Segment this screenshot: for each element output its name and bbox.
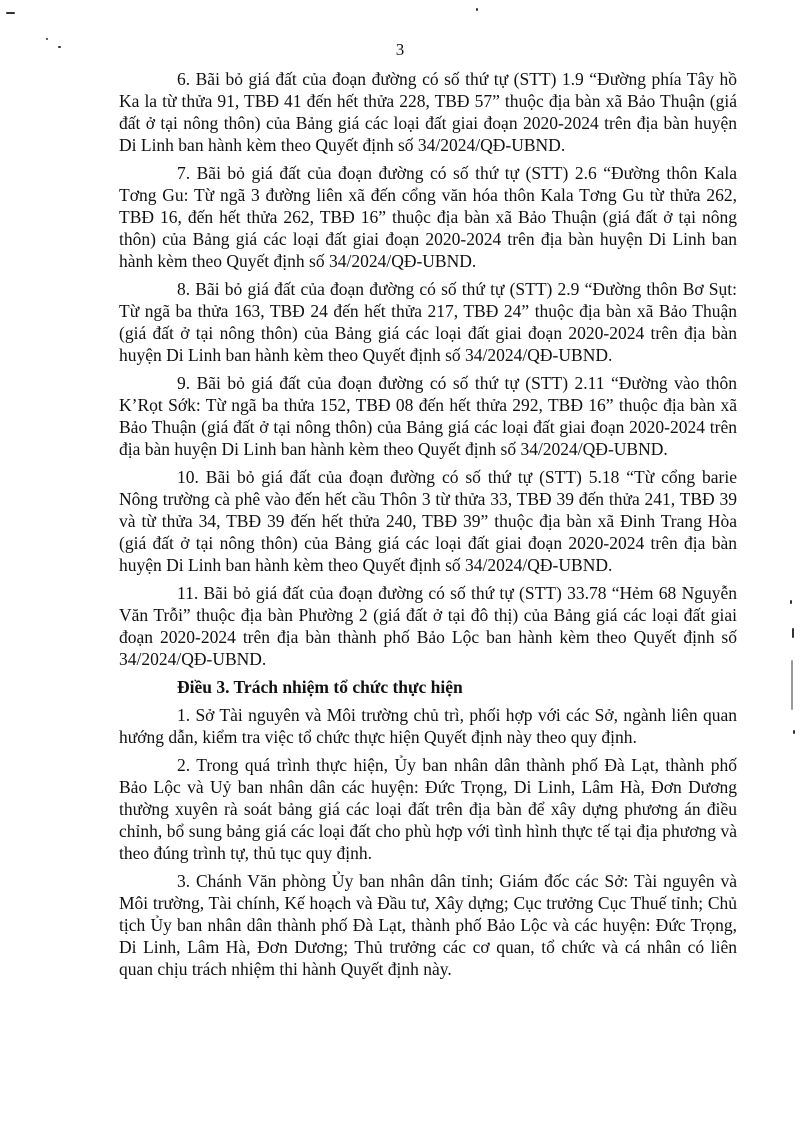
document-body: [119, 68, 737, 986]
article-3-clause-1: 1. Sở Tài nguyên và Môi trường chủ trì, phối hợp với các Sở, ngành liên quan hướng dẫn, kiểm tra việc tổ chức thực hiện Quyết định này theo quy định.: [119, 705, 737, 747]
scan-speck: [58, 46, 61, 48]
scan-speck: [6, 12, 15, 14]
item-8: 8. Bãi bỏ giá đất của đoạn đường có số thứ tự (STT) 2.9 “Đường thôn Bơ Sụt: Từ ngã ba thửa 163, TBĐ 24 đến hết thửa 217, TBĐ 24” thuộc địa bàn xã Bảo Thuận (giá đất ở tại nông thôn) của Bảng giá các loại đất giai đoạn 2020-2024 trên địa bàn huyện Di Linh ban hành kèm theo Quyết định số 34/2024/QĐ-UBND.: [119, 279, 737, 365]
article-3-clause-2: 2. Trong quá trình thực hiện, Ủy ban nhân dân thành phố Đà Lạt, thành phố Bảo Lộc và Uỷ ban nhân dân các huyện: Đức Trọng, Di Linh, Lâm Hà, Đơn Dương thường xuyên rà soát bảng giá các loại đất trên địa bàn để xây dựng phương án điều chỉnh, bổ sung bảng giá các loại đất cho phù hợp với tình hình thực tế tại địa phương và theo đúng trình tự, thủ tục quy định.: [119, 755, 737, 863]
item-11: 11. Bãi bỏ giá đất của đoạn đường có số thứ tự (STT) 33.78 “Hẻm 68 Nguyễn Văn Trỗi” thuộc địa bàn Phường 2 (giá đất ở tại đô thị) của Bảng giá các loại đất giai đoạn 2020-2024 trên địa bàn thành phố Bảo Lộc ban hành kèm theo Quyết định số 34/2024/QĐ-UBND.: [119, 583, 737, 669]
item-10: 10. Bãi bỏ giá đất của đoạn đường có số thứ tự (STT) 5.18 “Từ cổng barie Nông trường cà phê vào đến hết cầu Thôn 3 từ thửa 33, TBĐ 39 đến thửa 241, TBĐ 39 và từ thửa 34, TBĐ 39 đến hết thửa 240, TBĐ 39” thuộc địa bàn xã Đinh Trang Hòa (giá đất ở tại nông thôn) của Bảng giá các loại đất giai đoạn 2020-2024 trên địa bàn huyện Di Linh ban hành kèm theo Quyết định số 34/2024/QĐ-UBND.: [119, 467, 737, 575]
scan-speck: [46, 38, 48, 40]
scan-speck: [792, 628, 794, 638]
page-number: 3: [395, 40, 405, 59]
scan-speck: [476, 8, 478, 11]
item-7: 7. Bãi bỏ giá đất của đoạn đường có số thứ tự (STT) 2.6 “Đường thôn Kala Tơng Gu: Từ ngã 3 đường liên xã đến cổng văn hóa thôn Kala Tơng Gu từ thửa 262, TBĐ 16, đến hết thửa 262, TBĐ 16” thuộc địa bàn xã Bảo Thuận (giá đất ở tại nông thôn) của Bảng giá các loại đất giai đoạn 2020-2024 trên địa bàn huyện Di Linh ban hành kèm theo Quyết định số 34/2024/QĐ-UBND.: [119, 163, 737, 271]
scan-speck: [793, 730, 795, 734]
article-3-clause-3: 3. Chánh Văn phòng Ủy ban nhân dân tỉnh; Giám đốc các Sở: Tài nguyên và Môi trường, Tài chính, Kế hoạch và Đầu tư, Xây dựng; Cục trưởng Cục Thuế tỉnh; Chủ tịch Ủy ban nhân dân thành phố Đà Lạt, thành phố Bảo Lộc và các huyện: Đức Trọng, Di Linh, Lâm Hà, Đơn Dương; Thủ trưởng các cơ quan, tổ chức và cá nhân có liên quan chịu trách nhiệm thi hành Quyết định này.: [119, 871, 737, 979]
item-6: 6. Bãi bỏ giá đất của đoạn đường có số thứ tự (STT) 1.9 “Đường phía Tây hồ Ka la từ thửa 91, TBĐ 41 đến hết thửa 228, TBĐ 57” thuộc địa bàn xã Bảo Thuận (giá đất ở tại nông thôn) của Bảng giá các loại đất giai đoạn 2020-2024 trên địa bàn huyện Di Linh ban hành kèm theo Quyết định số 34/2024/QĐ-UBND.: [119, 69, 737, 155]
article-3-heading: Điều 3. Trách nhiệm tổ chức thực hiện: [177, 677, 463, 697]
scan-speck: [791, 660, 793, 710]
item-9: 9. Bãi bỏ giá đất của đoạn đường có số thứ tự (STT) 2.11 “Đường vào thôn K’Rọt Sớk: Từ ngã ba thửa 152, TBĐ 08 đến hết thửa 292, TBĐ 16” thuộc địa bàn xã Bảo Thuận (giá đất ở tại nông thôn) của Bảng giá các loại đất giai đoạn 2020-2024 trên địa bàn huyện Di Linh ban hành kèm theo Quyết định số 34/2024/QĐ-UBND.: [119, 373, 737, 459]
scan-speck: [790, 600, 792, 604]
